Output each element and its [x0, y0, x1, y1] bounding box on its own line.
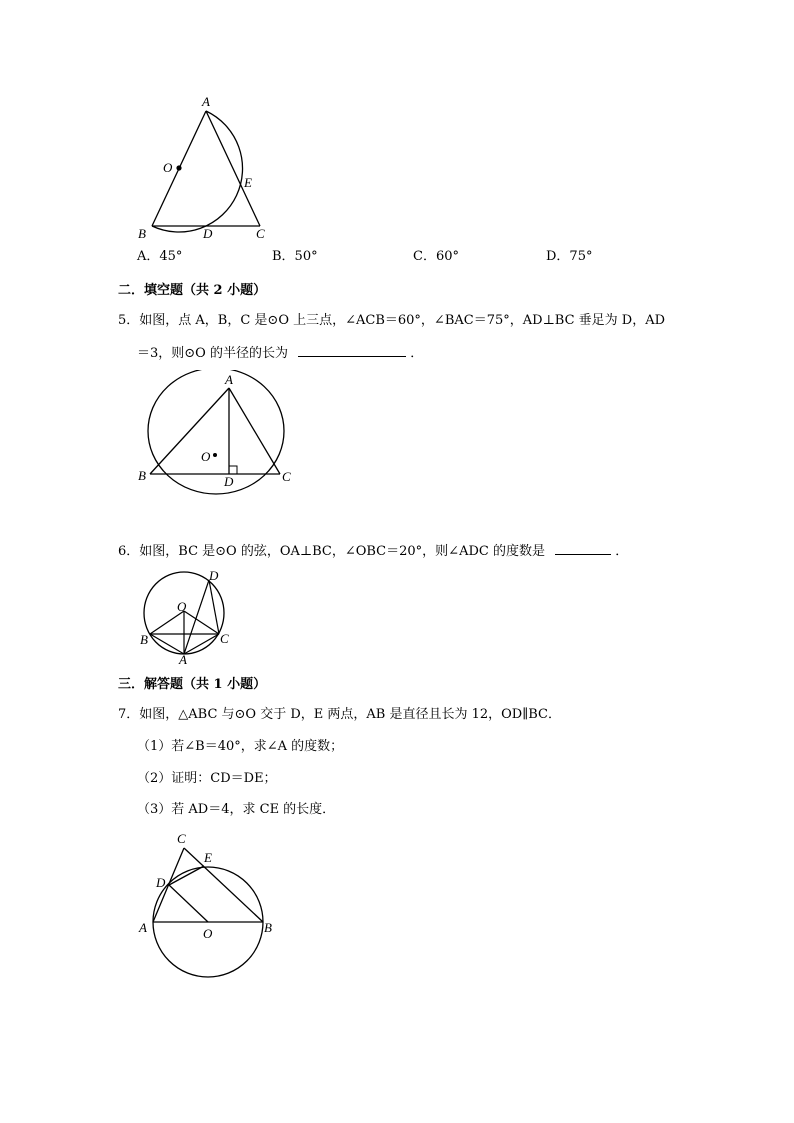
q7-seg-od [169, 885, 208, 922]
q7-part2: （2）证明：CD＝DE； [137, 771, 277, 786]
q4-option-b: B．50° [272, 249, 318, 264]
q5-circle [148, 370, 284, 494]
q6-answer-blank[interactable] [555, 540, 611, 555]
q7-stem: 7．如图，△ABC 与⊙O 交于 D，E 两点，AB 是直径且长为 12，OD∥BC． [118, 707, 561, 722]
q7-label-a: A [139, 920, 147, 935]
q6-seg-da [184, 580, 209, 654]
q5-line2 [137, 342, 423, 363]
q5-line1: 5．如图，点 A，B，C 是⊙O 上三点，∠ACB＝60°，∠BAC＝75°，AD⊥BC 垂足为 D，AD [118, 313, 666, 328]
q7-label-e: E [204, 850, 212, 865]
q5-line2-suffix: ． [410, 346, 424, 361]
q7-label-o: O [203, 926, 213, 941]
q5-label-d: D [224, 474, 234, 489]
q6-seg-ab [150, 634, 184, 654]
q4-label-e: E [244, 175, 252, 190]
q4-option-d: D．75° [546, 249, 593, 264]
q4-option-a: A．45° [137, 249, 183, 264]
q5-label-b: B [138, 468, 146, 483]
q4-label-b: B [138, 226, 146, 241]
q6-label-a: A [179, 652, 187, 666]
q5-label-c: C [282, 469, 291, 484]
q7-figure [130, 826, 290, 982]
q4-center-dot [176, 165, 181, 170]
section3-title: 三．解答题（共 1 小题） [118, 677, 267, 692]
q4-figure [130, 92, 280, 244]
q6-seg-oc [184, 611, 219, 634]
q7-label-b: B [264, 920, 272, 935]
q4-label-o: O [163, 160, 173, 175]
q5-side-ab [150, 388, 229, 474]
q6-label-c: C [220, 631, 229, 646]
q6-label-o: O [177, 599, 187, 614]
q4-label-a: A [202, 94, 210, 109]
q7-part3: （3）若 AD＝4，求 CE 的长度． [137, 802, 336, 817]
q6-label-b: B [140, 632, 148, 647]
q5-answer-blank[interactable] [298, 342, 406, 357]
q7-part1: （1）若∠B＝40°，求∠A 的度数； [137, 739, 344, 754]
q6-seg-dc [209, 580, 219, 634]
q4-side-ac [206, 111, 260, 226]
q6-text [118, 540, 628, 561]
q5-side-ac [229, 388, 280, 474]
q5-figure [130, 370, 300, 500]
q7-label-d: D [156, 875, 166, 890]
q4-label-d: D [203, 226, 213, 241]
q7-label-c: C [177, 831, 186, 846]
q5-line2-prefix: ＝3，则⊙O 的半径的长为 [137, 346, 288, 361]
q4-label-c: C [256, 226, 265, 241]
q6-figure [132, 566, 242, 666]
q5-label-a: A [225, 372, 233, 387]
q5-right-angle-mark [229, 466, 237, 474]
q6-seg-ob [150, 611, 184, 634]
q5-label-o: O [201, 449, 211, 464]
q6-text-prefix: 6．如图，BC 是⊙O 的弦，OA⊥BC，∠OBC＝20°，则∠ADC 的度数是 [118, 544, 545, 559]
q6-label-d: D [209, 568, 219, 583]
q7-seg-de [169, 866, 204, 885]
q5-center-dot [213, 453, 217, 457]
q4-option-c: C．60° [413, 249, 459, 264]
q6-text-suffix: ． [615, 544, 629, 559]
section2-title: 二．填空题（共 2 小题） [118, 283, 267, 298]
